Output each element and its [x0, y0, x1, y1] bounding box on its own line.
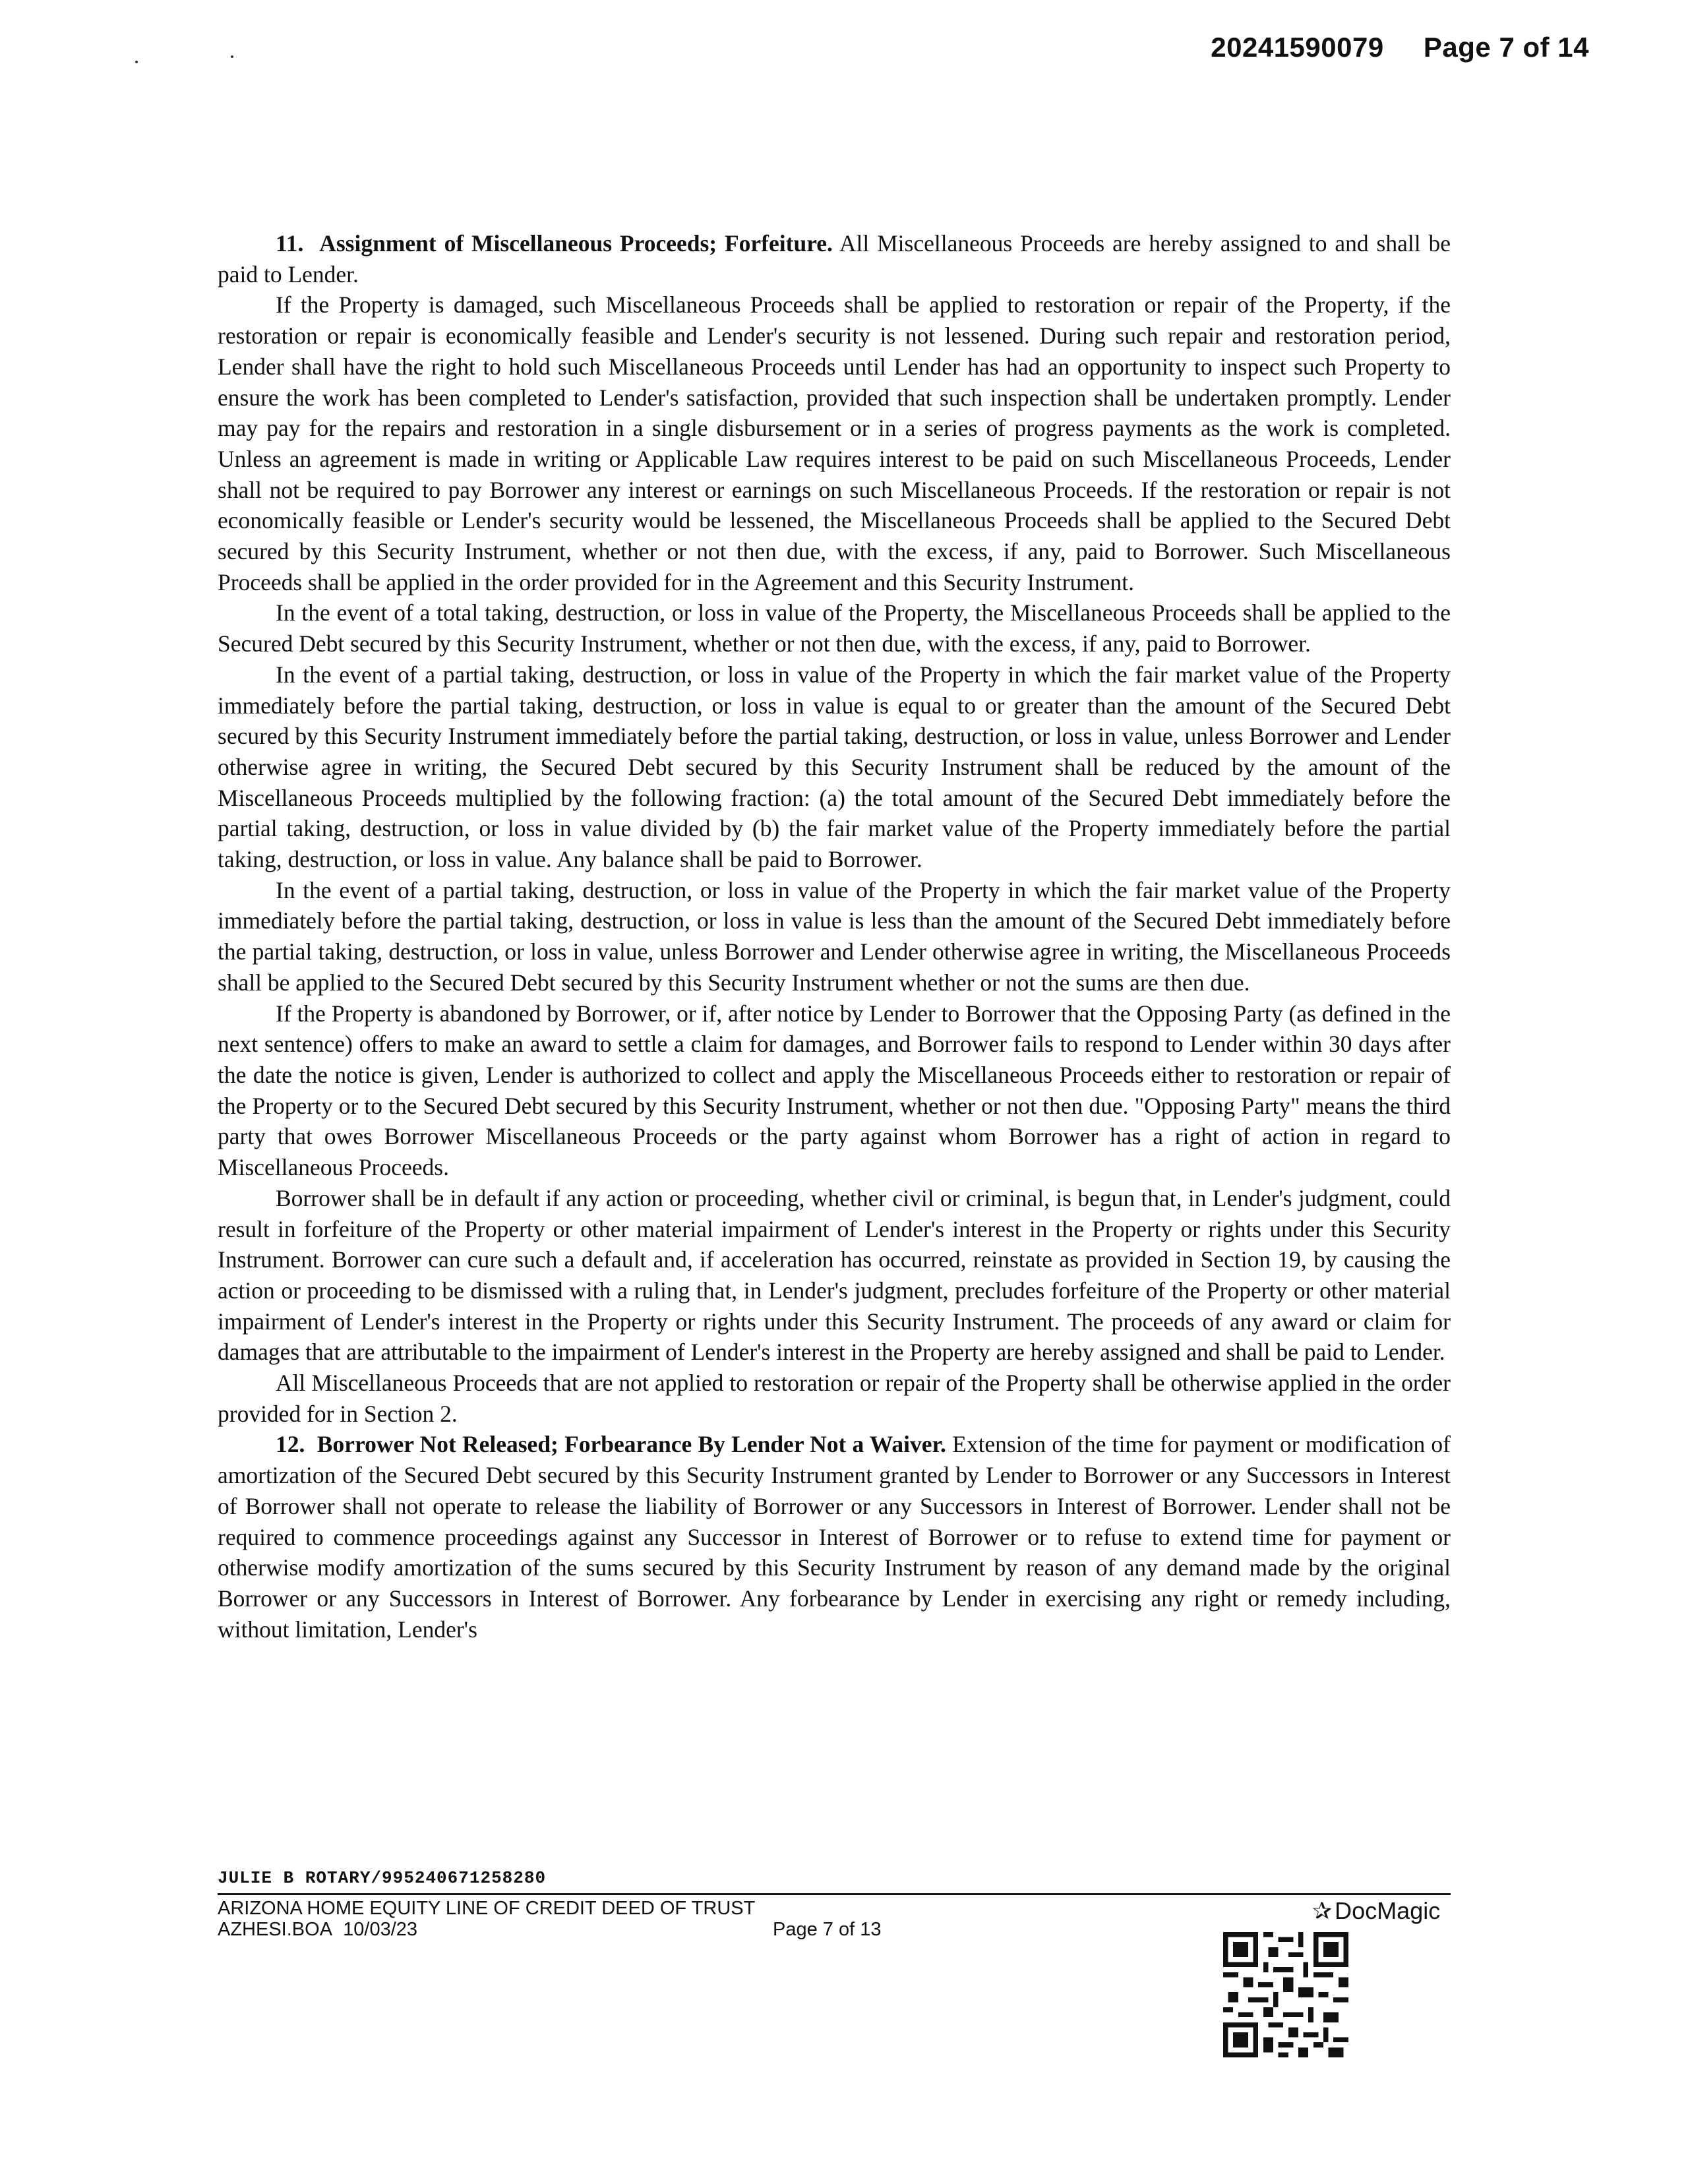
- paragraph-text: In the event of a total taking, destruction, or loss in value of the Property, the Miscellaneous Proceeds shall be applied to the Secured Debt secured by this Security Instrument, whether or not then due, with the excess, if any, paid to Borrower.: [218, 599, 1451, 657]
- paragraph-text: In the event of a partial taking, destruction, or loss in value of the Property in which the fair market value of the Property immediately before the partial taking, destruction, or loss in value is equal to or greater than the amount of the Secured Debt secured by this Security Instrument immediately before the partial taking, destruction, or loss in value, unless Borrower and Lender otherwise agree in writing, the Secured Debt secured by this Security Instrument shall be reduced by the amount of the Miscellaneous Proceeds multiplied by the following fraction: (a) the total amount of the Secured Debt immediately before the partial taking, destruction, or loss in value divided by (b) the fair market value of the Property immediately before the partial taking, destruction, or loss in value. Any balance shall be paid to Borrower.: [218, 661, 1451, 873]
- document-body: [218, 228, 1451, 1645]
- recording-page-label: Page 7 of 14: [1423, 32, 1589, 63]
- scan-speck: [231, 55, 233, 58]
- section-12-paragraph: [218, 1429, 1451, 1645]
- brand-name: DocMagic: [1335, 1897, 1441, 1924]
- section-12-heading: 12. Borrower Not Released; Forbearance By Lender Not a Waiver.: [276, 1431, 946, 1458]
- body-paragraph: [218, 1368, 1451, 1429]
- qr-code-icon: [1223, 1932, 1348, 2057]
- section-11-heading: 11. Assignment of Miscellaneous Proceeds; Forfeiture.: [276, 230, 833, 257]
- paragraph-text: All Miscellaneous Proceeds that are not applied to restoration or repair of the Property shall be otherwise applied in the order provided for in Section 2.: [218, 1370, 1451, 1427]
- body-paragraph: [218, 998, 1451, 1183]
- section-11-text: All Miscellaneous Proceeds are hereby assigned to and shall be paid to Lender.: [218, 230, 1451, 288]
- scan-speck: [135, 61, 138, 63]
- docmagic-brand: [1312, 1897, 1440, 1925]
- footer-divider: [218, 1893, 1451, 1895]
- recording-number: 20241590079: [1211, 32, 1384, 63]
- body-paragraph: [218, 597, 1451, 659]
- star-icon: ✰: [1312, 1897, 1333, 1924]
- section-11-paragraph: [218, 228, 1451, 289]
- form-title: ARIZONA HOME EQUITY LINE OF CREDIT DEED OF TRUST: [218, 1898, 756, 1919]
- form-page-number: Page 7 of 13: [773, 1919, 882, 1940]
- body-paragraph: [218, 659, 1451, 875]
- body-paragraph: [218, 875, 1451, 998]
- recording-header: [1211, 32, 1589, 63]
- paragraph-text: Borrower shall be in default if any action or proceeding, whether civil or criminal, is begun that, in Lender's judgment, could result in forfeiture of the Property or other material impairment of Lender's interest in the Property or rights under this Security Instrument. Borrower can cure such a default and, if acceleration has occurred, reinstate as provided in Section 19, by causing the action or proceeding to be dismissed with a ruling that, in Lender's judgment, precludes forfeiture of the Property or other material impairment of Lender's interest in the Property or rights under this Security Instrument. The proceeds of any award or claim for damages that are attributable to the impairment of Lender's interest in the Property are hereby assigned and shall be paid to Lender.: [218, 1184, 1451, 1366]
- paragraph-text: In the event of a partial taking, destruction, or loss in value of the Property in which the fair market value of the Property immediately before the partial taking, destruction, or loss in value is less than the amount of the Secured Debt immediately before the partial taking, destruction, or loss in value, unless Borrower and Lender otherwise agree in writing, the Miscellaneous Proceeds shall be applied to the Secured Debt secured by this Security Instrument whether or not the sums are then due.: [218, 876, 1451, 996]
- form-footer: [218, 1868, 1451, 1941]
- body-paragraph: [218, 1183, 1451, 1368]
- section-12-text: Extension of the time for payment or modification of amortization of the Secured Debt secured by this Security Instrument granted by Lender to Borrower or any Successors in Interest of Borrower shall not operate to release the liability of Borrower or any Successors in Interest of Borrower. Lender shall not be required to commence proceedings against any Successor in Interest of Borrower or to refuse to extend time for payment or otherwise modify amortization of the sums secured by this Security Instrument by reason of any demand made by the original Borrower or any Successors in Interest of Borrower. Any forbearance by Lender in exercising any right or remedy including, without limitation, Lender's: [218, 1431, 1451, 1643]
- borrower-loan-line: JULIE B ROTARY/995240671258280: [218, 1868, 547, 1888]
- form-code: AZHESI.BOA 10/03/23: [218, 1919, 418, 1940]
- paragraph-text: If the Property is abandoned by Borrower, or if, after notice by Lender to Borrower that the Opposing Party (as defined in the next sentence) offers to make an award to settle a claim for damages, and Borrower fails to respond to Lender within 30 days after the date the notice is given, Lender is authorized to collect and apply the Miscellaneous Proceeds either to restoration or repair of the Property or to the Secured Debt secured by this Security Instrument, whether or not then due. "Opposing Party" means the third party that owes Borrower Miscellaneous Proceeds or the party against whom Borrower has a right of action in regard to Miscellaneous Proceeds.: [218, 1000, 1451, 1181]
- body-paragraph: [218, 289, 1451, 597]
- paragraph-text: If the Property is damaged, such Miscellaneous Proceeds shall be applied to restoration or repair of the Property, if the restoration or repair is economically feasible and Lender's security is not lessened. During such repair and restoration period, Lender shall have the right to hold such Miscellaneous Proceeds until Lender has had an opportunity to inspect such Property to ensure the work has been completed to Lender's satisfaction, provided that such inspection shall be undertaken promptly. Lender may pay for the repairs and restoration in a single disbursement or in a series of progress payments as the work is completed. Unless an agreement is made in writing or Applicable Law requires interest to be paid on such Miscellaneous Proceeds, Lender shall not be required to pay Borrower any interest or earnings on such Miscellaneous Proceeds. If the restoration or repair is not economically feasible or Lender's security would be lessened, the Miscellaneous Proceeds shall be applied to the Secured Debt secured by this Security Instrument, whether or not then due, with the excess, if any, paid to Borrower. Such Miscellaneous Proceeds shall be applied in the order provided for in the Agreement and this Security Instrument.: [218, 291, 1451, 595]
